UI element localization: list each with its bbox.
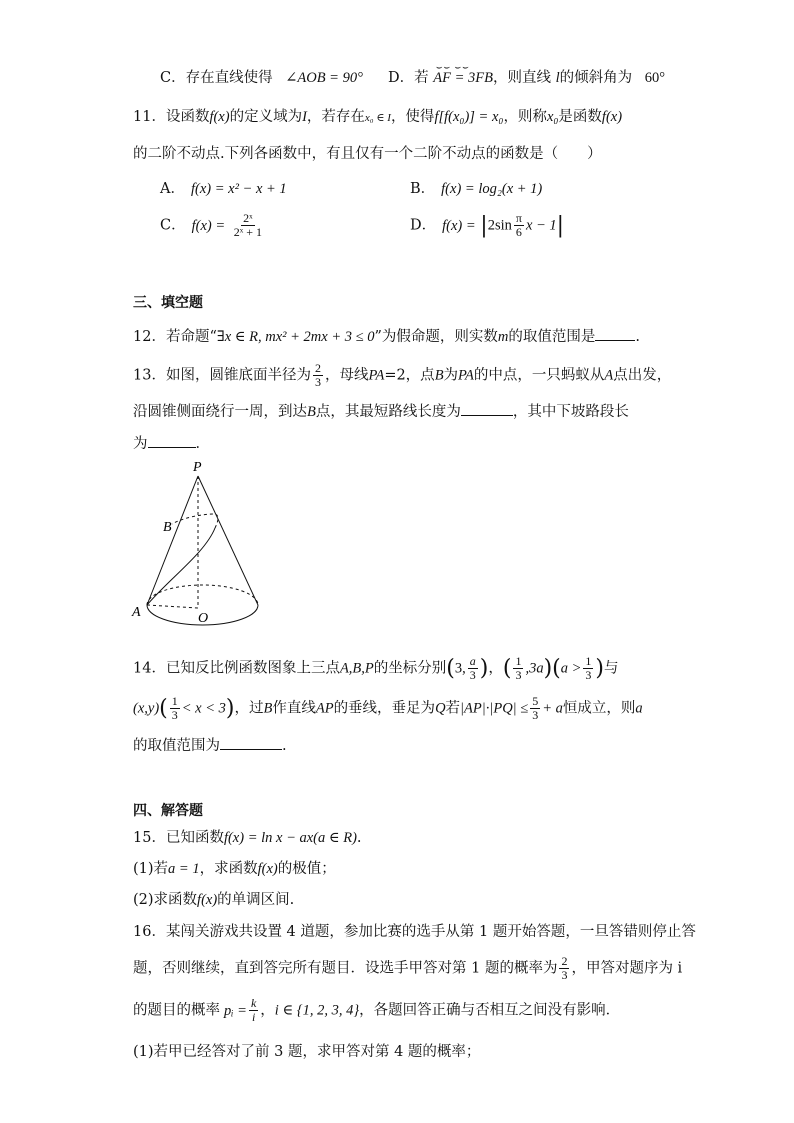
q12: 12．若命题“∃x ∈ R, mx² + 2mx + 3 ≤ 0”为假命题，则实数m的取值范围是 . bbox=[133, 325, 640, 346]
answer-blank bbox=[461, 401, 513, 416]
option-label: D． bbox=[388, 70, 415, 86]
label-a: A bbox=[132, 605, 141, 620]
q14-line3: 的取值范围为 . bbox=[133, 734, 287, 755]
q16-line2: 题，否则继续，直到答完所有题目．设选手甲答对第 1 题的概率为 $\frac{2}{3}$ ，甲答对题序为 i bbox=[133, 954, 683, 982]
vector-arrow-icon: ⌣⌣ ⌣⌣ bbox=[435, 62, 470, 73]
option-math: ∠AOB = 90° bbox=[285, 70, 363, 86]
answer-blank bbox=[148, 433, 196, 448]
answer-blank bbox=[595, 326, 635, 341]
fraction: $\frac{\text{2ˣ}}{\text{2ˣ + 1}}$ bbox=[233, 211, 262, 239]
q13-line1: 13．如图，圆锥底面半径为 $\frac{2}{3}$ ，母线PA=2，点B为PA的中点，一只蚂蚁从A点出发， bbox=[133, 361, 672, 389]
option-text: 存在直线使得 bbox=[185, 70, 273, 86]
base-radius bbox=[147, 605, 198, 608]
answer-blank bbox=[220, 735, 282, 750]
q14-line1: 14．已知反比例函数图象上三点A,B,P的坐标分别(3, $\frac{a}{3}$ )，( $\frac{1}{3}$ ,3a)(a > $\frac{1}{3}$ )与 bbox=[133, 654, 619, 682]
q15-part2: (2)求函数f(x)的单调区间. bbox=[133, 892, 295, 908]
q11-option-d: D． f(x) = |2sin $\frac{\pi}{6}$ x − 1| bbox=[410, 211, 565, 239]
q11-option-b: B． f(x) = log₂(x + 1) bbox=[410, 181, 543, 197]
q16-part1: (1)若甲已经答对了前 3 题，求甲答对第 4 题的概率； bbox=[133, 1044, 481, 1060]
question-number: 15． bbox=[133, 830, 166, 846]
q13-line3: 为 ． bbox=[133, 432, 210, 453]
ant-path-front bbox=[147, 528, 215, 605]
fraction: $\frac{2}{3}$ bbox=[314, 361, 321, 389]
question-number: 11． bbox=[133, 109, 166, 125]
q10-option-d: D．若 ⌣⌣ ⌣⌣ AF = 3FB，则直线 l的倾斜角为 60° bbox=[388, 62, 666, 86]
label-p: P bbox=[193, 460, 202, 475]
cone-right-edge bbox=[198, 476, 258, 605]
q13-line2: 沿圆锥侧面绕行一周，到达B点，其最短路线长度为 ，其中下坡路段长 bbox=[133, 400, 629, 421]
question-number: 13． bbox=[133, 367, 166, 384]
section-title-fill-in: 三、填空题 bbox=[133, 295, 203, 311]
q16-line1: 16．某闯关游戏共设置 4 道题，参加比赛的选手从第 1 题开始答题，一旦答错则停止答 bbox=[133, 924, 696, 940]
q11-line1: 11．设函数f(x)的定义域为I，若存在x₀ ∈ I，使得f[f(x₀)] = x₀，则称x₀是函数f(x) bbox=[133, 109, 623, 125]
cone-figure bbox=[130, 458, 270, 638]
fraction: $\frac{\pi}{6}$ bbox=[515, 211, 522, 239]
label-b: B bbox=[163, 520, 172, 535]
question-number: 12． bbox=[133, 329, 166, 345]
q11-option-a: A． f(x) = x² − x + 1 bbox=[160, 181, 287, 197]
section-title-answer: 四、解答题 bbox=[133, 803, 203, 819]
question-number: 14． bbox=[133, 660, 166, 677]
option-label: C． bbox=[160, 70, 186, 86]
q14-line2: (x,y)( $\frac{1}{3}$ < x < 3)，过B作直线AP的垂线，垂足为Q若|AP|·|PQ| ≤ $\frac{5}{3}$ + a恒成立，则a bbox=[133, 694, 643, 722]
ant-path-back bbox=[172, 514, 218, 528]
q15-part1: (1)若a = 1，求函数f(x)的极值； bbox=[133, 861, 336, 877]
q11-line2: 的二阶不动点.下列各函数中，有且仅有一个二阶不动点的函数是（ ） bbox=[133, 146, 602, 162]
option-text: 若 bbox=[414, 70, 429, 86]
vector-equation: ⌣⌣ ⌣⌣ AF = 3FB bbox=[433, 62, 493, 86]
question-number: 16． bbox=[133, 924, 166, 940]
q16-line3: 的题目的概率 pᵢ = $\frac{k}{i}$ ，i ∈ {1, 2, 3, 4}，各题回答正确与否相互之间没有影响． bbox=[133, 996, 621, 1024]
q11-option-c: C． f(x) = $\frac{\text{2ˣ}}{\text{2ˣ + 1}}$ bbox=[160, 211, 262, 239]
q15-stem: 15．已知函数f(x) = ln x − ax(a ∈ R). bbox=[133, 830, 362, 846]
q10-option-c bbox=[160, 66, 363, 87]
label-o: O bbox=[198, 611, 209, 626]
